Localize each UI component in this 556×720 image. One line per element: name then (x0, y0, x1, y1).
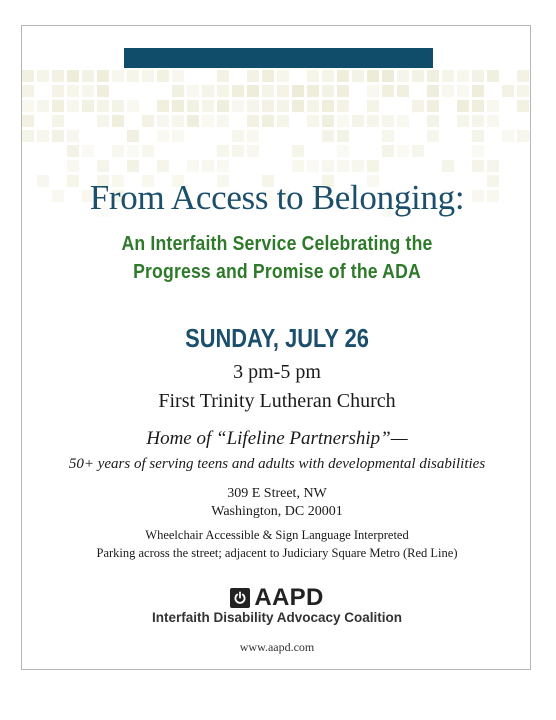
parking-note: Parking across the street; adjacent to Judiciary Square Metro (Red Line) (96, 546, 458, 560)
accessibility-note: Wheelchair Accessible & Sign Language Interpreted (145, 528, 409, 542)
logo-text: AAPD (254, 584, 324, 611)
aapd-logo (22, 584, 531, 612)
event-venue: First Trinity Lutheran Church (158, 390, 396, 412)
flyer-content (22, 26, 531, 670)
years-serving-text: 50+ years of serving teens and adults with developmental disabilities (68, 456, 486, 472)
home-of-text: Home of “Lifeline Partnership”— (146, 428, 408, 449)
flyer-title: From Access to Belonging: (89, 178, 465, 217)
website-url: www.aapd.com (239, 640, 315, 654)
coalition-name: Interfaith Disability Advocacy Coalition (151, 610, 403, 625)
address-line-2: Washington, DC 20001 (211, 504, 343, 519)
flyer (21, 25, 531, 670)
event-time: 3 pm-5 pm (233, 361, 321, 383)
subtitle-line-2: Progress and Promise of the ADA (133, 260, 421, 283)
power-icon (230, 588, 250, 608)
address-line-1: 309 E Street, NW (227, 486, 327, 501)
event-date: SUNDAY, JULY 26 (185, 323, 369, 353)
subtitle-line-1: An Interfaith Service Celebrating the (121, 232, 433, 255)
